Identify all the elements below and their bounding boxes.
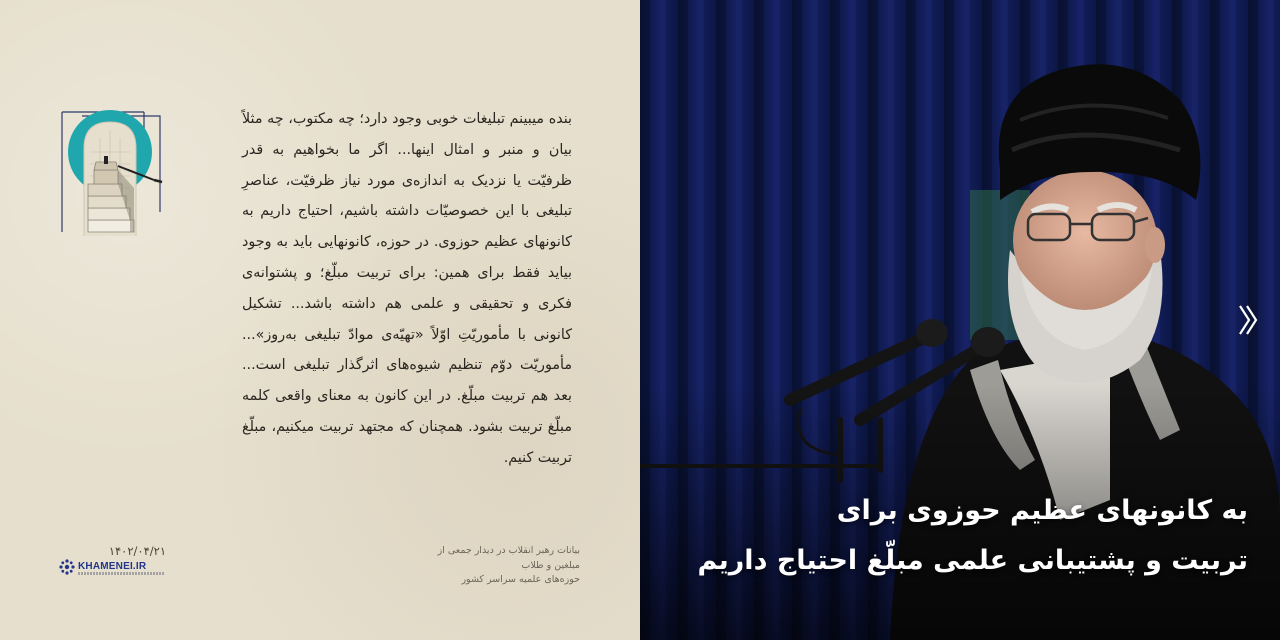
headline-line: تربیت و پشتیبانی علمی مبلّغ احتیاج داریم bbox=[697, 545, 1248, 576]
caption-line: حوزه‌های علمیه سراسر کشور bbox=[461, 574, 580, 585]
publish-date: ۱۴۰۲/۰۴/۲۱ bbox=[108, 544, 166, 558]
double-chevron-right-icon[interactable] bbox=[1237, 302, 1259, 338]
headline bbox=[680, 486, 1248, 586]
headline-line: به کانونهای عظیم حوزوی برای bbox=[836, 495, 1248, 526]
right-panel bbox=[640, 0, 1280, 640]
logo-text: KHAMENEI.IR bbox=[78, 561, 147, 572]
khamenei-logo-icon bbox=[58, 558, 76, 576]
speech-caption bbox=[410, 544, 580, 588]
quote-body-text: بنده میبینم تبلیغات خوبی وجود دارد؛ چه مکتوب، چه مثلاً بیان و منبر و امثال اینها... اگر ما بخواهیم به قدر ظرفیّت یا نزدیک به اندازه‌ی مورد نیاز ظرفیّت، عناصرِ تبلیغی با این خصوصیّات داشته باشیم، احتیاج داریم به کانونهای عظیم حوزوی. در حوزه، کانونهایی باید به وجود بیاید فقط برای همین: برای تربیت مبلّغ؛ و پشتوانه‌ی فکری و تحقیقی و علمی هم داشته باشد... تشکیل کانونی با مأموریّتِ اوّلاً «تهیّه‌ی موادّ تبلیغی به‌روز»... مأموریّت دوّم تنظیم شیوه‌های اثرگذار تبلیغی است... بعد هم تربیت مبلّغ. در این کانون به معنای واقعی کلمه مبلّغ تربیت بشود. همچنان که مجتهد تربیت میکنیم، مبلّغ تربیت کنیم. bbox=[242, 111, 572, 466]
pulpit-illustration-icon bbox=[58, 108, 164, 236]
site-logo[interactable] bbox=[58, 558, 166, 578]
caption-line: بیانات رهبر انقلاب در دیدار جمعی از مبلغین و طلاب bbox=[437, 545, 580, 571]
logo-subtitle-line bbox=[78, 572, 164, 575]
